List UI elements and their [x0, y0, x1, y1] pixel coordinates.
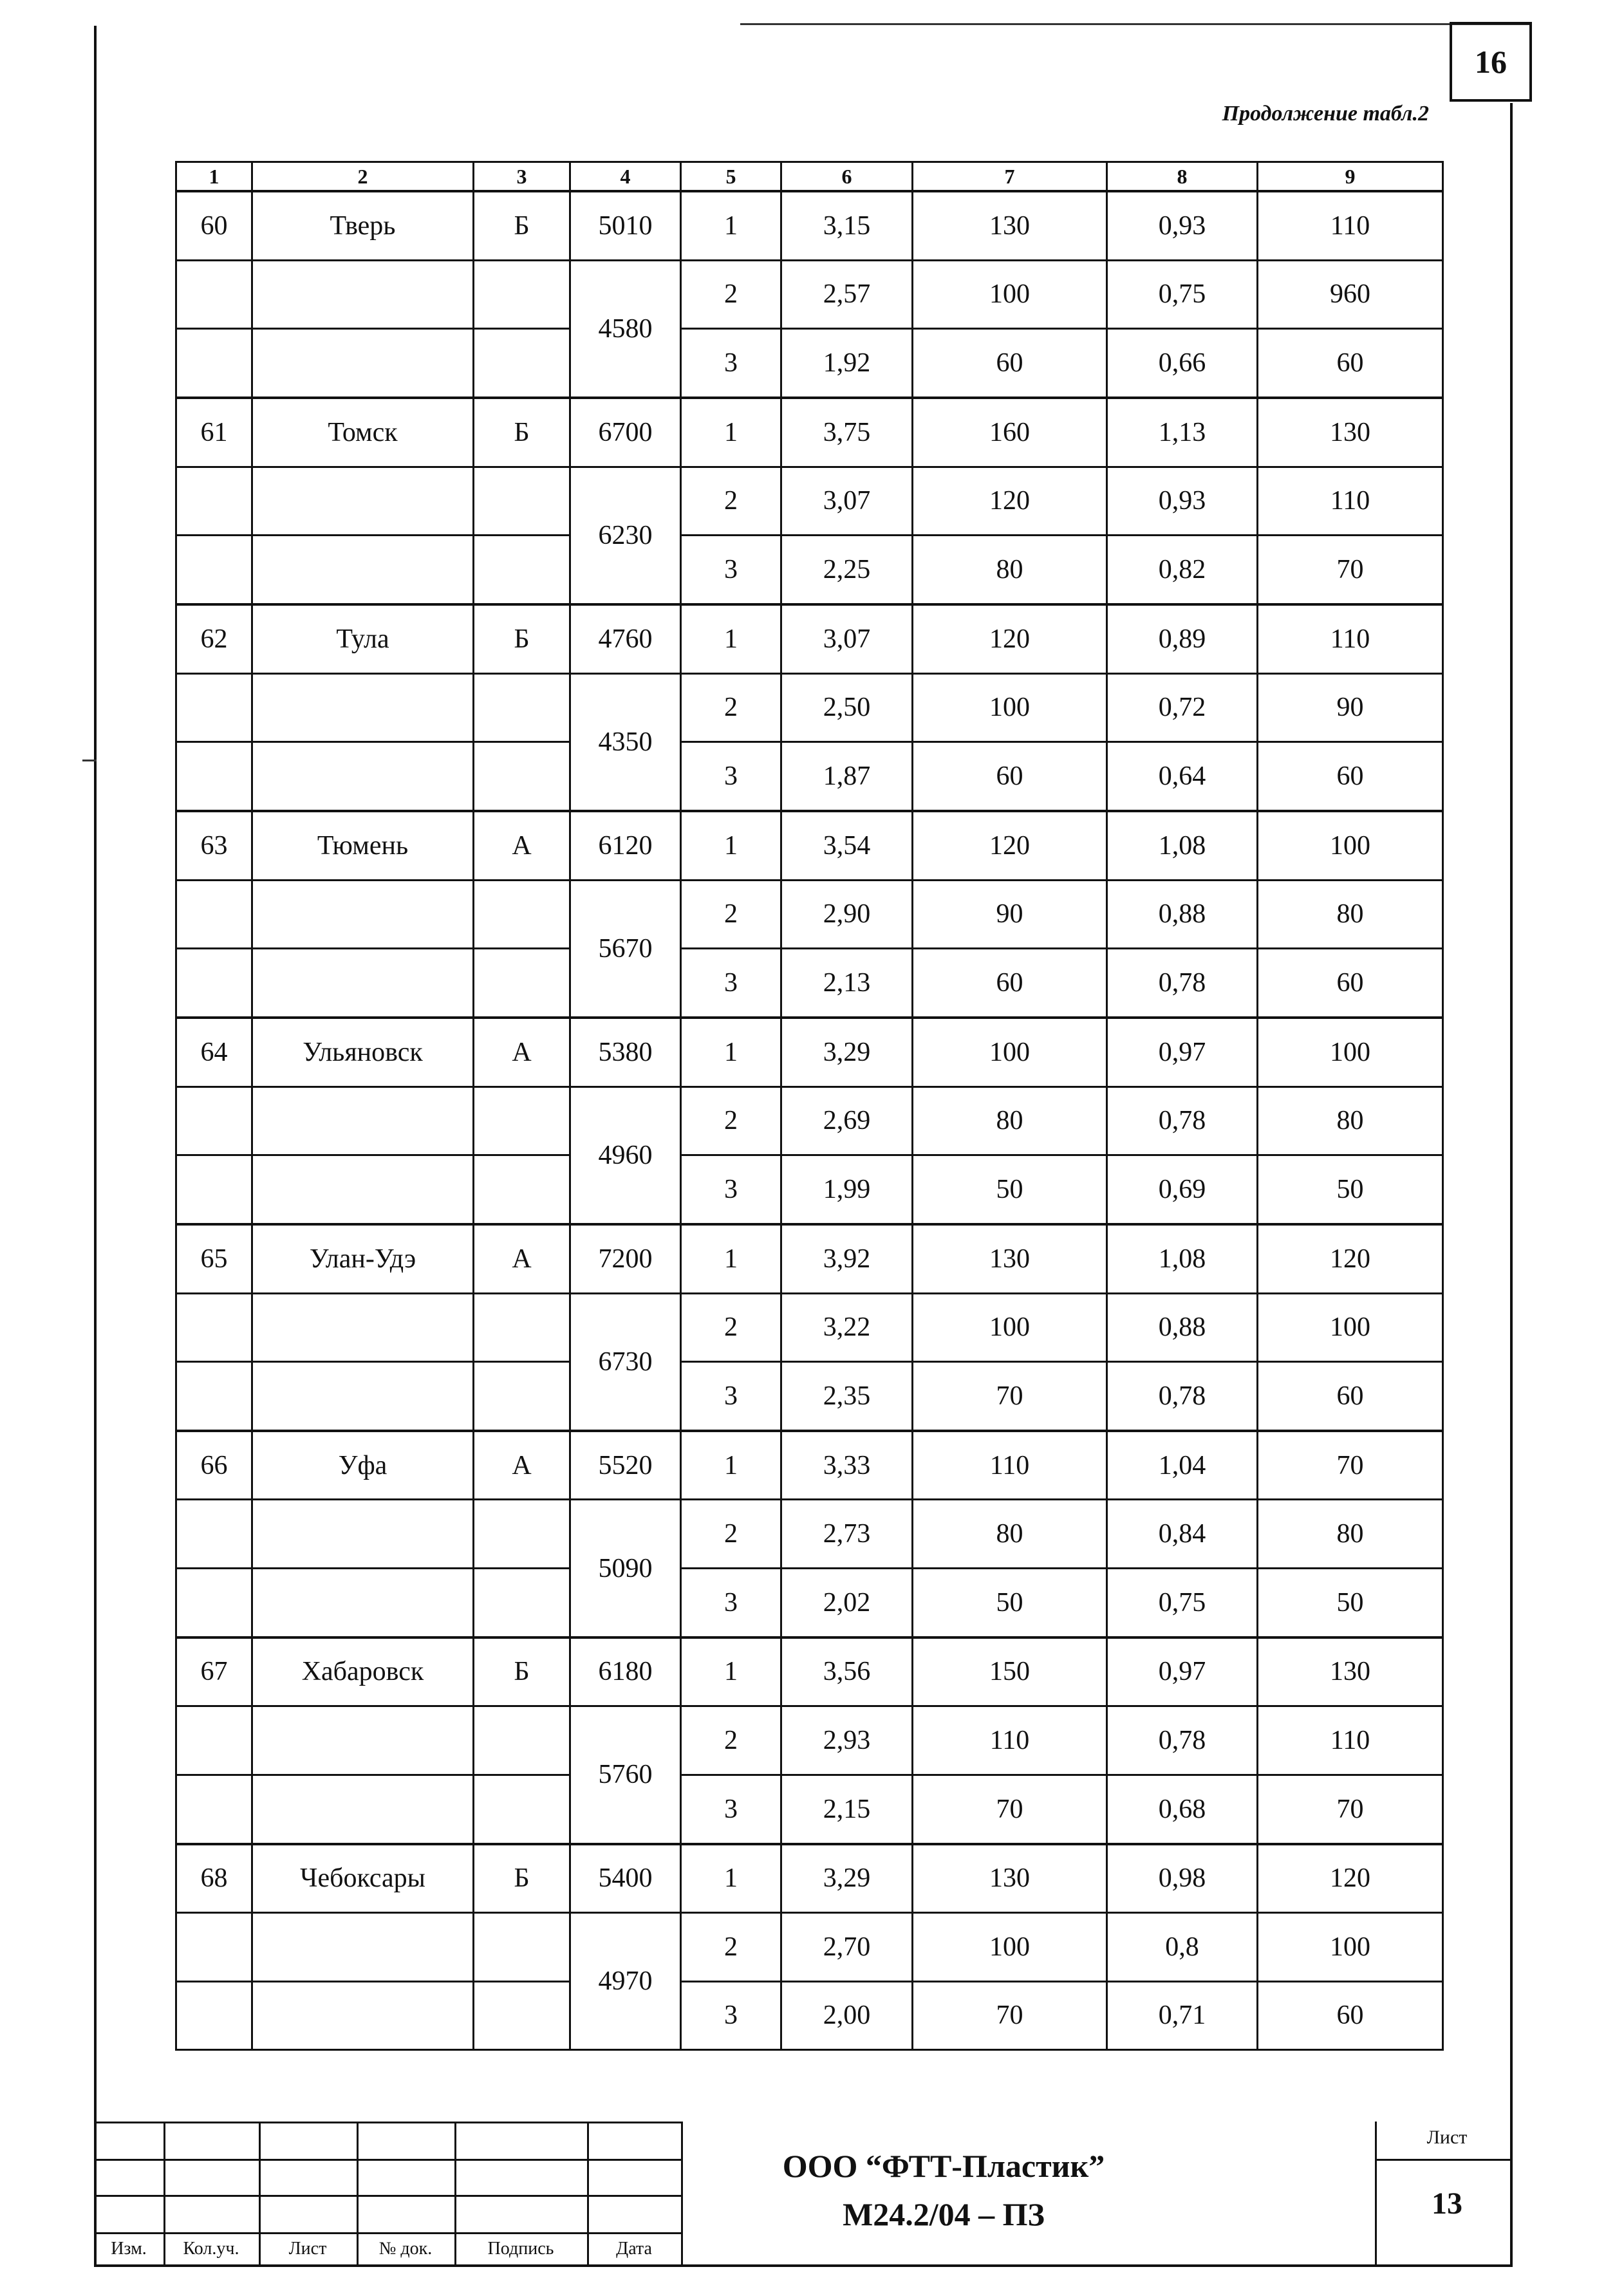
data-cell: 3,92	[781, 1224, 913, 1293]
empty-cell	[252, 536, 474, 604]
value4-cell: 5010	[570, 191, 681, 260]
row-number-cell: 60	[176, 191, 252, 260]
data-cell: 3	[681, 1981, 781, 2049]
empty-cell	[252, 1981, 474, 2049]
table-continuation-caption: Продолжение табл.2	[1222, 102, 1429, 126]
value4-cell: 6230	[570, 467, 681, 604]
data-cell: 1,87	[781, 742, 913, 810]
data-cell: 0,88	[1107, 1293, 1258, 1361]
data-cell: 0,98	[1107, 1844, 1258, 1913]
zone-class-cell: Б	[474, 1844, 570, 1913]
data-cell: 0,97	[1107, 1018, 1258, 1087]
data-cell: 2	[681, 1293, 781, 1361]
zone-class-cell: Б	[474, 191, 570, 260]
empty-cell	[252, 948, 474, 1017]
empty-cell	[252, 467, 474, 535]
data-cell: 1	[681, 191, 781, 260]
data-cell: 0,78	[1107, 948, 1258, 1017]
data-cell: 3,54	[781, 811, 913, 880]
value4-cell: 5670	[570, 880, 681, 1018]
data-cell: 70	[913, 1775, 1107, 1843]
table-row	[176, 1981, 1443, 2049]
data-cell: 1,99	[781, 1155, 913, 1224]
zone-class-cell: Б	[474, 1637, 570, 1706]
data-cell: 100	[913, 1018, 1107, 1087]
title-block	[94, 2122, 1513, 2267]
data-cell: 0,84	[1107, 1500, 1258, 1568]
table-row	[176, 1568, 1443, 1637]
stamp-line	[681, 2122, 683, 2267]
data-cell: 0,78	[1107, 1087, 1258, 1155]
data-cell: 2,15	[781, 1775, 913, 1843]
data-cell: 2,13	[781, 948, 913, 1017]
stamp-label-quantity: Кол.уч.	[183, 2239, 239, 2259]
value4-cell: 6120	[570, 811, 681, 880]
table-row	[176, 1293, 1443, 1361]
data-cell: 110	[913, 1431, 1107, 1500]
table-header-row	[176, 162, 1443, 192]
value4-cell: 7200	[570, 1224, 681, 1293]
empty-cell	[176, 880, 252, 948]
data-cell: 100	[913, 1913, 1107, 1981]
data-cell: 3	[681, 742, 781, 810]
data-cell: 100	[1258, 1293, 1443, 1361]
empty-cell	[252, 1913, 474, 1981]
data-cell: 50	[1258, 1155, 1443, 1224]
table-row	[176, 673, 1443, 742]
value4-cell: 5380	[570, 1018, 681, 1087]
stamp-line	[94, 2195, 681, 2197]
empty-cell	[474, 1361, 570, 1430]
table-row	[176, 1706, 1443, 1775]
zone-class-cell: А	[474, 1224, 570, 1293]
empty-cell	[474, 1568, 570, 1637]
data-cell: 50	[913, 1155, 1107, 1224]
table-row	[176, 811, 1443, 880]
empty-cell	[474, 1087, 570, 1155]
city-cell: Уфа	[252, 1431, 474, 1500]
binding-tick-mark	[82, 760, 97, 761]
data-cell: 2	[681, 673, 781, 742]
city-cell: Ульяновск	[252, 1018, 474, 1087]
empty-cell	[176, 329, 252, 398]
header-cell: 8	[1107, 162, 1258, 192]
sheet-label: Лист	[1426, 2127, 1468, 2148]
data-cell: 1	[681, 1844, 781, 1913]
data-cell: 100	[1258, 811, 1443, 880]
data-cell: 90	[913, 880, 1107, 948]
data-cell: 0,66	[1107, 329, 1258, 398]
value4-cell: 5760	[570, 1706, 681, 1844]
city-cell: Хабаровск	[252, 1637, 474, 1706]
frame-right-border	[1510, 103, 1513, 2266]
data-cell: 1	[681, 1018, 781, 1087]
data-cell: 100	[913, 1293, 1107, 1361]
empty-cell	[474, 1913, 570, 1981]
data-cell: 2	[681, 880, 781, 948]
stamp-line	[1375, 2122, 1377, 2267]
empty-cell	[474, 742, 570, 810]
data-cell: 60	[1258, 742, 1443, 810]
data-cell: 3,29	[781, 1844, 913, 1913]
data-cell: 60	[1258, 1981, 1443, 2049]
data-cell: 120	[913, 811, 1107, 880]
empty-cell	[474, 948, 570, 1017]
zone-class-cell: А	[474, 1018, 570, 1087]
table-row	[176, 1018, 1443, 1087]
data-cell: 60	[913, 329, 1107, 398]
page-number: 16	[1450, 22, 1532, 102]
empty-cell	[176, 260, 252, 328]
data-cell: 60	[1258, 1361, 1443, 1430]
table-row	[176, 948, 1443, 1017]
value4-cell: 4960	[570, 1087, 681, 1224]
empty-cell	[474, 1293, 570, 1361]
data-cell: 2,02	[781, 1568, 913, 1637]
data-cell: 110	[1258, 467, 1443, 535]
data-cell: 120	[913, 467, 1107, 535]
data-cell: 110	[1258, 191, 1443, 260]
table-row	[176, 1500, 1443, 1568]
data-cell: 1,13	[1107, 398, 1258, 467]
table-row	[176, 604, 1443, 673]
empty-cell	[176, 1293, 252, 1361]
data-cell: 130	[913, 191, 1107, 260]
stamp-label-date: Дата	[616, 2239, 652, 2259]
data-cell: 0,89	[1107, 604, 1258, 673]
data-cell: 3	[681, 1568, 781, 1637]
data-cell: 0,88	[1107, 880, 1258, 948]
table-row	[176, 742, 1443, 810]
data-cell: 0,97	[1107, 1637, 1258, 1706]
table-row	[176, 398, 1443, 467]
data-cell: 0,93	[1107, 467, 1258, 535]
empty-cell	[176, 1087, 252, 1155]
city-cell: Тюмень	[252, 811, 474, 880]
empty-cell	[176, 673, 252, 742]
data-cell: 60	[1258, 329, 1443, 398]
data-cell: 3	[681, 1361, 781, 1430]
data-cell: 2	[681, 1706, 781, 1775]
empty-cell	[252, 1087, 474, 1155]
data-cell: 0,93	[1107, 191, 1258, 260]
data-cell: 70	[913, 1361, 1107, 1430]
zone-class-cell: Б	[474, 604, 570, 673]
data-cell: 3,07	[781, 604, 913, 673]
data-cell: 1,92	[781, 329, 913, 398]
climate-data-table	[175, 161, 1444, 2051]
table-row	[176, 1224, 1443, 1293]
data-cell: 3,29	[781, 1018, 913, 1087]
data-cell: 2	[681, 467, 781, 535]
data-cell: 50	[1258, 1568, 1443, 1637]
empty-cell	[252, 1500, 474, 1568]
data-cell: 110	[1258, 1706, 1443, 1775]
data-cell: 2,00	[781, 1981, 913, 2049]
data-cell: 3,07	[781, 467, 913, 535]
table-row	[176, 1155, 1443, 1224]
value4-cell: 6730	[570, 1293, 681, 1431]
data-cell: 60	[913, 948, 1107, 1017]
data-cell: 80	[913, 536, 1107, 604]
data-cell: 0,64	[1107, 742, 1258, 810]
data-cell: 60	[913, 742, 1107, 810]
empty-cell	[474, 536, 570, 604]
row-number-cell: 64	[176, 1018, 252, 1087]
data-cell: 0,82	[1107, 536, 1258, 604]
table-row	[176, 329, 1443, 398]
empty-cell	[252, 1293, 474, 1361]
value4-cell: 4760	[570, 604, 681, 673]
data-cell: 3,15	[781, 191, 913, 260]
stamp-label-doc-number: № док.	[378, 2239, 433, 2259]
row-number-cell: 68	[176, 1844, 252, 1913]
table-row	[176, 191, 1443, 260]
data-cell: 0,72	[1107, 673, 1258, 742]
value4-cell: 4580	[570, 260, 681, 398]
data-cell: 3,75	[781, 398, 913, 467]
data-cell: 1	[681, 604, 781, 673]
empty-cell	[176, 1500, 252, 1568]
data-cell: 0,78	[1107, 1361, 1258, 1430]
data-cell: 3	[681, 536, 781, 604]
stamp-label-signature: Подпись	[487, 2239, 554, 2259]
data-cell: 2,25	[781, 536, 913, 604]
header-cell: 9	[1258, 162, 1443, 192]
empty-cell	[252, 1775, 474, 1843]
data-cell: 2,70	[781, 1913, 913, 1981]
value4-cell: 4970	[570, 1913, 681, 2050]
data-cell: 120	[1258, 1844, 1443, 1913]
city-cell: Тверь	[252, 191, 474, 260]
data-cell: 1	[681, 811, 781, 880]
empty-cell	[252, 673, 474, 742]
empty-cell	[176, 1913, 252, 1981]
data-cell: 100	[1258, 1018, 1443, 1087]
empty-cell	[176, 948, 252, 1017]
data-cell: 1	[681, 1431, 781, 1500]
data-cell: 100	[913, 260, 1107, 328]
row-number-cell: 63	[176, 811, 252, 880]
value4-cell: 5520	[570, 1431, 681, 1500]
data-cell: 1	[681, 1637, 781, 1706]
data-cell: 1,08	[1107, 1224, 1258, 1293]
table-row	[176, 1361, 1443, 1430]
stamp-label-sheet: Лист	[288, 2239, 327, 2259]
value4-cell: 4350	[570, 673, 681, 811]
data-cell: 0,69	[1107, 1155, 1258, 1224]
data-cell: 2,93	[781, 1706, 913, 1775]
frame-top-border	[740, 23, 1532, 25]
empty-cell	[474, 1981, 570, 2049]
value4-cell: 5400	[570, 1844, 681, 1913]
stamp-line	[1375, 2159, 1513, 2161]
data-cell: 120	[913, 604, 1107, 673]
data-cell: 100	[913, 673, 1107, 742]
table-row	[176, 1913, 1443, 1981]
empty-cell	[474, 329, 570, 398]
header-cell: 2	[252, 162, 474, 192]
stamp-line	[94, 2159, 681, 2161]
zone-class-cell: А	[474, 1431, 570, 1500]
data-cell: 70	[1258, 536, 1443, 604]
empty-cell	[474, 1155, 570, 1224]
data-cell: 2	[681, 1087, 781, 1155]
data-cell: 2,35	[781, 1361, 913, 1430]
data-cell: 110	[1258, 604, 1443, 673]
data-cell: 150	[913, 1637, 1107, 1706]
table-row	[176, 1431, 1443, 1500]
data-cell: 100	[1258, 1913, 1443, 1981]
data-cell: 80	[1258, 1087, 1443, 1155]
data-cell: 3	[681, 1775, 781, 1843]
empty-cell	[252, 260, 474, 328]
data-cell: 110	[913, 1706, 1107, 1775]
data-cell: 0,75	[1107, 260, 1258, 328]
data-cell: 0,75	[1107, 1568, 1258, 1637]
table-row	[176, 1844, 1443, 1913]
empty-cell	[252, 880, 474, 948]
header-cell: 7	[913, 162, 1107, 192]
empty-cell	[252, 1155, 474, 1224]
header-cell: 1	[176, 162, 252, 192]
empty-cell	[252, 1361, 474, 1430]
data-cell: 130	[1258, 398, 1443, 467]
data-cell: 2	[681, 1500, 781, 1568]
data-cell: 50	[913, 1568, 1107, 1637]
sheet-number: 13	[1432, 2187, 1462, 2221]
data-cell: 2	[681, 1913, 781, 1981]
data-cell: 80	[913, 1500, 1107, 1568]
empty-cell	[252, 329, 474, 398]
data-cell: 90	[1258, 673, 1443, 742]
empty-cell	[474, 260, 570, 328]
data-cell: 70	[1258, 1775, 1443, 1843]
stamp-label-change: Изм.	[111, 2239, 147, 2259]
document-code: М24.2/04 – ПЗ	[843, 2196, 1045, 2232]
data-cell: 1	[681, 1224, 781, 1293]
city-cell: Улан-Удэ	[252, 1224, 474, 1293]
stamp-line	[94, 2232, 681, 2234]
empty-cell	[176, 1361, 252, 1430]
table-row	[176, 1775, 1443, 1843]
data-cell: 3	[681, 1155, 781, 1224]
empty-cell	[474, 467, 570, 535]
data-cell: 80	[1258, 1500, 1443, 1568]
data-cell: 3,56	[781, 1637, 913, 1706]
frame-left-border	[94, 26, 97, 2266]
city-cell: Томск	[252, 398, 474, 467]
empty-cell	[474, 880, 570, 948]
city-cell: Чебоксары	[252, 1844, 474, 1913]
empty-cell	[252, 1568, 474, 1637]
data-cell: 160	[913, 398, 1107, 467]
empty-cell	[474, 1775, 570, 1843]
data-cell: 80	[913, 1087, 1107, 1155]
data-cell: 1,04	[1107, 1431, 1258, 1500]
data-cell: 2,69	[781, 1087, 913, 1155]
data-cell: 130	[913, 1224, 1107, 1293]
value4-cell: 6180	[570, 1637, 681, 1706]
value4-cell: 6700	[570, 398, 681, 467]
header-cell: 6	[781, 162, 913, 192]
row-number-cell: 66	[176, 1431, 252, 1500]
empty-cell	[176, 1155, 252, 1224]
empty-cell	[252, 742, 474, 810]
data-cell: 1	[681, 398, 781, 467]
row-number-cell: 65	[176, 1224, 252, 1293]
data-cell: 60	[1258, 948, 1443, 1017]
data-cell: 2	[681, 260, 781, 328]
header-cell: 3	[474, 162, 570, 192]
data-cell: 1,08	[1107, 811, 1258, 880]
data-cell: 70	[913, 1981, 1107, 2049]
value4-cell: 5090	[570, 1500, 681, 1637]
table-row	[176, 467, 1443, 535]
stamp-line	[94, 2122, 681, 2123]
zone-class-cell: Б	[474, 398, 570, 467]
organization-name: ООО “ФТТ-Пластик”	[782, 2148, 1105, 2184]
city-cell: Тула	[252, 604, 474, 673]
header-cell: 4	[570, 162, 681, 192]
data-cell: 2,90	[781, 880, 913, 948]
table-row	[176, 260, 1443, 328]
data-cell: 3,33	[781, 1431, 913, 1500]
data-cell: 2,57	[781, 260, 913, 328]
table-row	[176, 536, 1443, 604]
data-cell: 70	[1258, 1431, 1443, 1500]
empty-cell	[176, 467, 252, 535]
data-cell: 120	[1258, 1224, 1443, 1293]
data-cell: 0,78	[1107, 1706, 1258, 1775]
data-cell: 3	[681, 948, 781, 1017]
data-cell: 130	[913, 1844, 1107, 1913]
data-cell: 2,73	[781, 1500, 913, 1568]
empty-cell	[176, 1981, 252, 2049]
row-number-cell: 67	[176, 1637, 252, 1706]
empty-cell	[474, 1500, 570, 1568]
empty-cell	[474, 1706, 570, 1775]
data-cell: 80	[1258, 880, 1443, 948]
table-row	[176, 1637, 1443, 1706]
header-cell: 5	[681, 162, 781, 192]
empty-cell	[176, 1706, 252, 1775]
row-number-cell: 62	[176, 604, 252, 673]
data-cell: 3,22	[781, 1293, 913, 1361]
data-cell: 2,50	[781, 673, 913, 742]
data-cell: 130	[1258, 1637, 1443, 1706]
table-row	[176, 1087, 1443, 1155]
empty-cell	[176, 742, 252, 810]
empty-cell	[176, 536, 252, 604]
empty-cell	[176, 1775, 252, 1843]
data-cell: 0,8	[1107, 1913, 1258, 1981]
row-number-cell: 61	[176, 398, 252, 467]
data-cell: 3	[681, 329, 781, 398]
zone-class-cell: А	[474, 811, 570, 880]
data-cell: 0,71	[1107, 1981, 1258, 2049]
empty-cell	[474, 673, 570, 742]
empty-cell	[176, 1568, 252, 1637]
empty-cell	[252, 1706, 474, 1775]
data-cell: 960	[1258, 260, 1443, 328]
data-cell: 0,68	[1107, 1775, 1258, 1843]
table-row	[176, 880, 1443, 948]
